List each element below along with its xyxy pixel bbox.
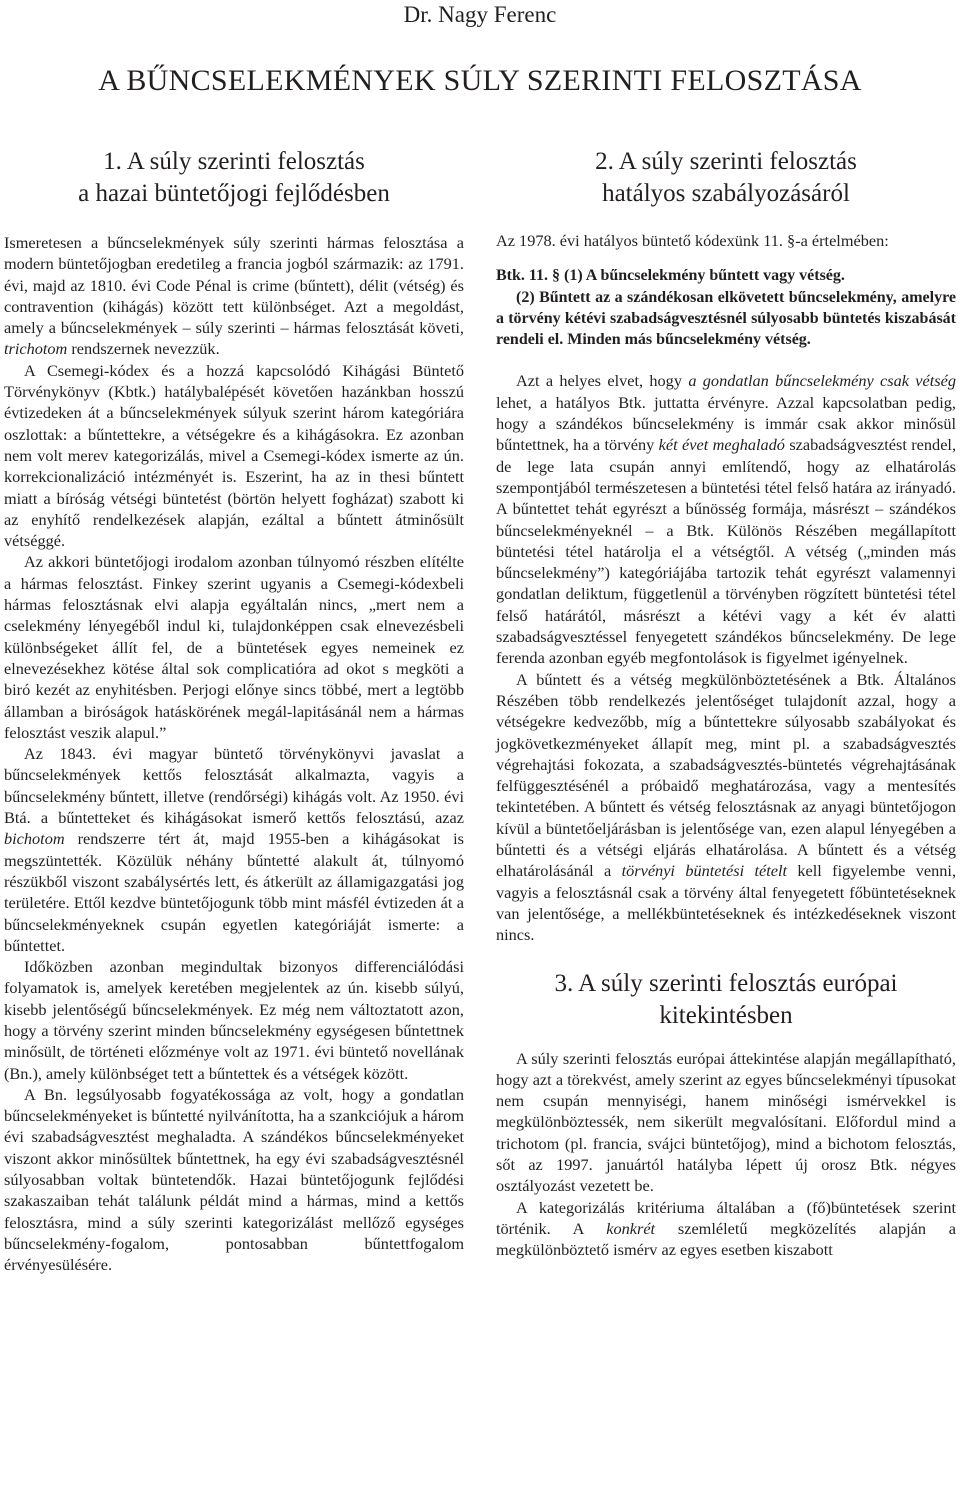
section-1-heading — [4, 146, 464, 210]
left-column — [4, 146, 464, 1276]
paragraph: Az 1978. évi hatályos büntető kódexünk 11. §-a értelmében: — [496, 231, 889, 250]
paragraph — [496, 1197, 956, 1261]
paragraph: Időközben azonban megindultak bizonyos differenciálódási folyamatok is, amelyek keretében megjelentek az ún. kisebb súlyú, kisebb jelentőségű bűncselekmények. Ez még nem változtatott azon, hogy a törvény szerint minden bűncselekmény egységesen bűntettnek minősült, de történeti előzménye volt az 1971. évi büntető novellának (Bn.), amely különbséget tett a bűntettek és a vétségek között. — [4, 957, 464, 1083]
paragraph — [4, 743, 464, 956]
section-1-heading-line2: a hazai büntetőjogi fejlődésben — [78, 180, 390, 207]
text-run: lehet, a hatályos Btk. juttatta érvényre. Azzal kapcsolatban pedig, hogy a szándékos bűncselekmény is immár csak akkor minősül bűntettnek, ha a törvény — [496, 392, 956, 455]
emphasis: trichotom — [4, 339, 68, 359]
section-3-heading-line1: 3. A súly szerinti felosztás európai — [554, 969, 898, 997]
paragraph: A súly szerinti felosztás európai áttekintése alapján megállapítható, hogy azt a törekvést, amely szerint az egyes bűncselekményi típusokat nem csupán mennyiségi, hanem minőségi ismérvekkel is megkülönböztessék, nem sikerült megvalósítani. Előfordul mind a trichotom (pl. francia, svájci büntetőjog), mind a bichotom felosztás, sőt az 1997. januártól hatályba lépett új orosz Btk. négyes osztályozást vezetett be. — [496, 1048, 956, 1196]
text-run: rendszernek nevezzük. — [71, 339, 220, 359]
text-run: rendszerre tért át, majd 1955-ben a kihágásokat is megszüntették. Közülük néhány bűntetté alakult át, túlnyomó részükből viszont szabálysértés lett, és átkerült az államigazgatási jog területére. Ettől kezdve büntetőjogunk több mint másfél évtizeden át a bűncselekményeknek csupán egyetlen kategóriáját ismerte: a bűntettet. — [4, 829, 464, 955]
text-run: kell figyelembe venni, vagyis a felosztásnál csak a törvény által fenyegetett főbüntetéseknek van jelentősége, a mellékbüntetéseknek és intézkedéseknek viszont nincs. — [496, 861, 957, 945]
paragraph — [496, 370, 956, 668]
text-run: Az 1843. évi magyar büntető törvénykönyvi javaslat a bűncselekmények kettős felosztását alkalmazta, vagyis a bűncselekmény bűntett, illetve (rendőrségi) kihágás volt. Az 1950. évi Btá. a bűntetteket és kihágásokat ismerő kettős felosztású, azaz — [4, 744, 464, 828]
section-1-heading-line1: 1. A súly szerinti felosztás — [103, 148, 365, 175]
paragraph — [4, 232, 464, 360]
text-run: A bűntett és a vétség megkülönböztetésének a Btk. Általános Részében több rendelkezés jelentőséget tulajdonít azzal, hogy a vétségekre kedvezőbb, míg a bűntettekre súlyosabb szabályokat és jogkövetkezményeket állapít meg, mint pl. a szabadságvesztés végrehajtási fokozata, a szabadságvesztés-büntetés végrehajtásának felfüggesztésénél a próbaidő meghatározása, vagy a mentesítés tekintetében. A bűntett és vétség felosztásnak az anyagi büntetőjogon kívül a büntetőeljárásban is jelentősége van, ezen alapul lényegében a bűntetti és a vétségi eljárás elhatárolása. A bűntett és a vétség elhatárolásánál a — [496, 669, 956, 881]
emphasis: bichotom — [4, 829, 65, 849]
section-3-heading-line2: kitekintésben — [659, 1001, 793, 1029]
law-paragraph-2: (2) Bűntett az a szándékosan elkövetett bűncselekmény, amelyre a törvény kétévi szabadságvesztésnél súlyosabb büntetés kiszabását rendeli el. Minden más bűncselekmény vétség. — [496, 288, 956, 349]
section-2-heading-line1: 2. A súly szerinti felosztás — [595, 148, 857, 175]
text-run: Ismeretesen a bűncselekmények súly szerinti hármas felosztása a modern büntetőjogban eredetileg a francia jogból származik: az 1791. évi, majd az 1810. évi Code Pénal is crime (bűntett), délit (vétség) és contravention (kihágás) között tett különbséget. Azt a megoldást, amely a bűncselekmények – súly szerinti – hármas felosztását követi, — [4, 233, 464, 338]
text-run: Azt a helyes elvet, hogy — [516, 371, 682, 391]
article-title: A BŰNCSELEKMÉNYEK SÚLY SZERINTI FELOSZTÁSA — [98, 64, 862, 97]
section-2-heading — [496, 146, 956, 210]
paragraph: Az akkori büntetőjogi irodalom azonban túlnyomó részben elítélte a hármas felosztást. Finkey szerint ugyanis a Csemegi-kódexbeli hármas felosztásnak elvi alapja egyáltalán nincs, „mert nem a cselekmény lényegéből indul ki, tulajdonképpen csak elnevezésbeli különbségeket állít fel, de a büntetések egyes nemeinek ez elnevezésekhez kötése által sok complicatióra ad okot s megköti a biró kezét az enyhitésben. Perjogi előnye sincs többé, mert a legtöbb államban a biróságok hatáskörének megál-lapitásánál nem a hármas felosztást veszik alapul.” — [4, 552, 464, 742]
paragraph: A Csemegi-kódex és a hozzá kapcsolódó Kihágási Büntető Törvénykönyv (Kbtk.) hatálybalépését követően hazánkban hosszú évtizedeken át a bűncselekmények súlyuk szerint három kategóriára oszlottak: a bűntettekre, a vétségekre és a kihágásokra. Ez azonban nem volt merev kategorizálás, mivel a Csemegi-kódex ismerte az ún. korrekcionalizáció intézményét is. Eszerint, ha az in thesi bűntett miatt a bíróság vétségi büntetést (börtön helyett fogházat) szabott ki az enyhítő rendelkezések alapján, ezáltal a bűntett átminősült vétséggé. — [4, 360, 464, 551]
paragraph: A Bn. legsúlyosabb fogyatékossága az volt, hogy a gondatlan bűncselekményeket is bűntetté nyilvánította, ha a szankciójuk a három évi szabadságvesztést meghaladta. A szándékos bűncselekményeket viszont akkor minősültek bűntettnek, ha egy évi szabadságvesztésnél súlyosabban voltak büntetendők. Hazai büntetőjogunk fejlődési szakaszaiban tehát találunk példát mind a hármas, mind a kettős felosztásra, mind a súly szerinti kategorizálást mellőző egységes bűncselekmény-fogalom, pontosabban bűntettfogalom érvényesülésére. — [4, 1084, 464, 1275]
law-quote — [496, 265, 956, 350]
text-run: A kategorizálás kritériuma általában a (fő)büntetések szerint történik. A — [496, 1197, 956, 1238]
paragraph — [496, 669, 956, 946]
emphasis: a gondatlan bűncselekmény csak vétség — [688, 371, 956, 391]
right-column — [496, 146, 956, 1260]
text-run: szabadságvesztést rendel, de lege lata csupán annyi említendő, hogy az elhatárolás szempontjából természetesen a büntetési tétel felső határa az irányadó. A bűntettet tehát egyrészt a bűnösség formája, másrészt – szándékos bűncselekményeknél – a Btk. Különös Részében megállapított büntetési tétel határolja el a vétségtől. A vétség („minden más bűncselekmény”) kategóriájába tartozik tehát egyrészt valamennyi gondatlan deliktum, függetlenül a törvényben rögzített büntetési tétel felső határától, másrészt a kétévi vagy a két év alatti szabadságvesztéssel fenyegetett szándékos bűncselekmény. De lege ferenda azonban egyéb megfontolások is figyelmet igényelnek. — [496, 435, 957, 668]
section-2-heading-line2: hatályos szabályozásáról — [602, 180, 850, 207]
emphasis: törvényi büntetési tételt — [621, 861, 788, 881]
section-3-heading — [496, 968, 956, 1032]
author-name: Dr. Nagy Ferenc — [403, 2, 557, 27]
text-run: szemléletű megközelítés alapján a megkülönböztető ismérv az egyes esetben kiszabott — [496, 1218, 956, 1260]
emphasis: két évet meghaladó — [658, 435, 785, 455]
emphasis: konkrét — [606, 1218, 656, 1238]
law-paragraph-1: Btk. 11. § (1) A bűncselekmény bűntett vagy vétség. — [496, 267, 845, 285]
